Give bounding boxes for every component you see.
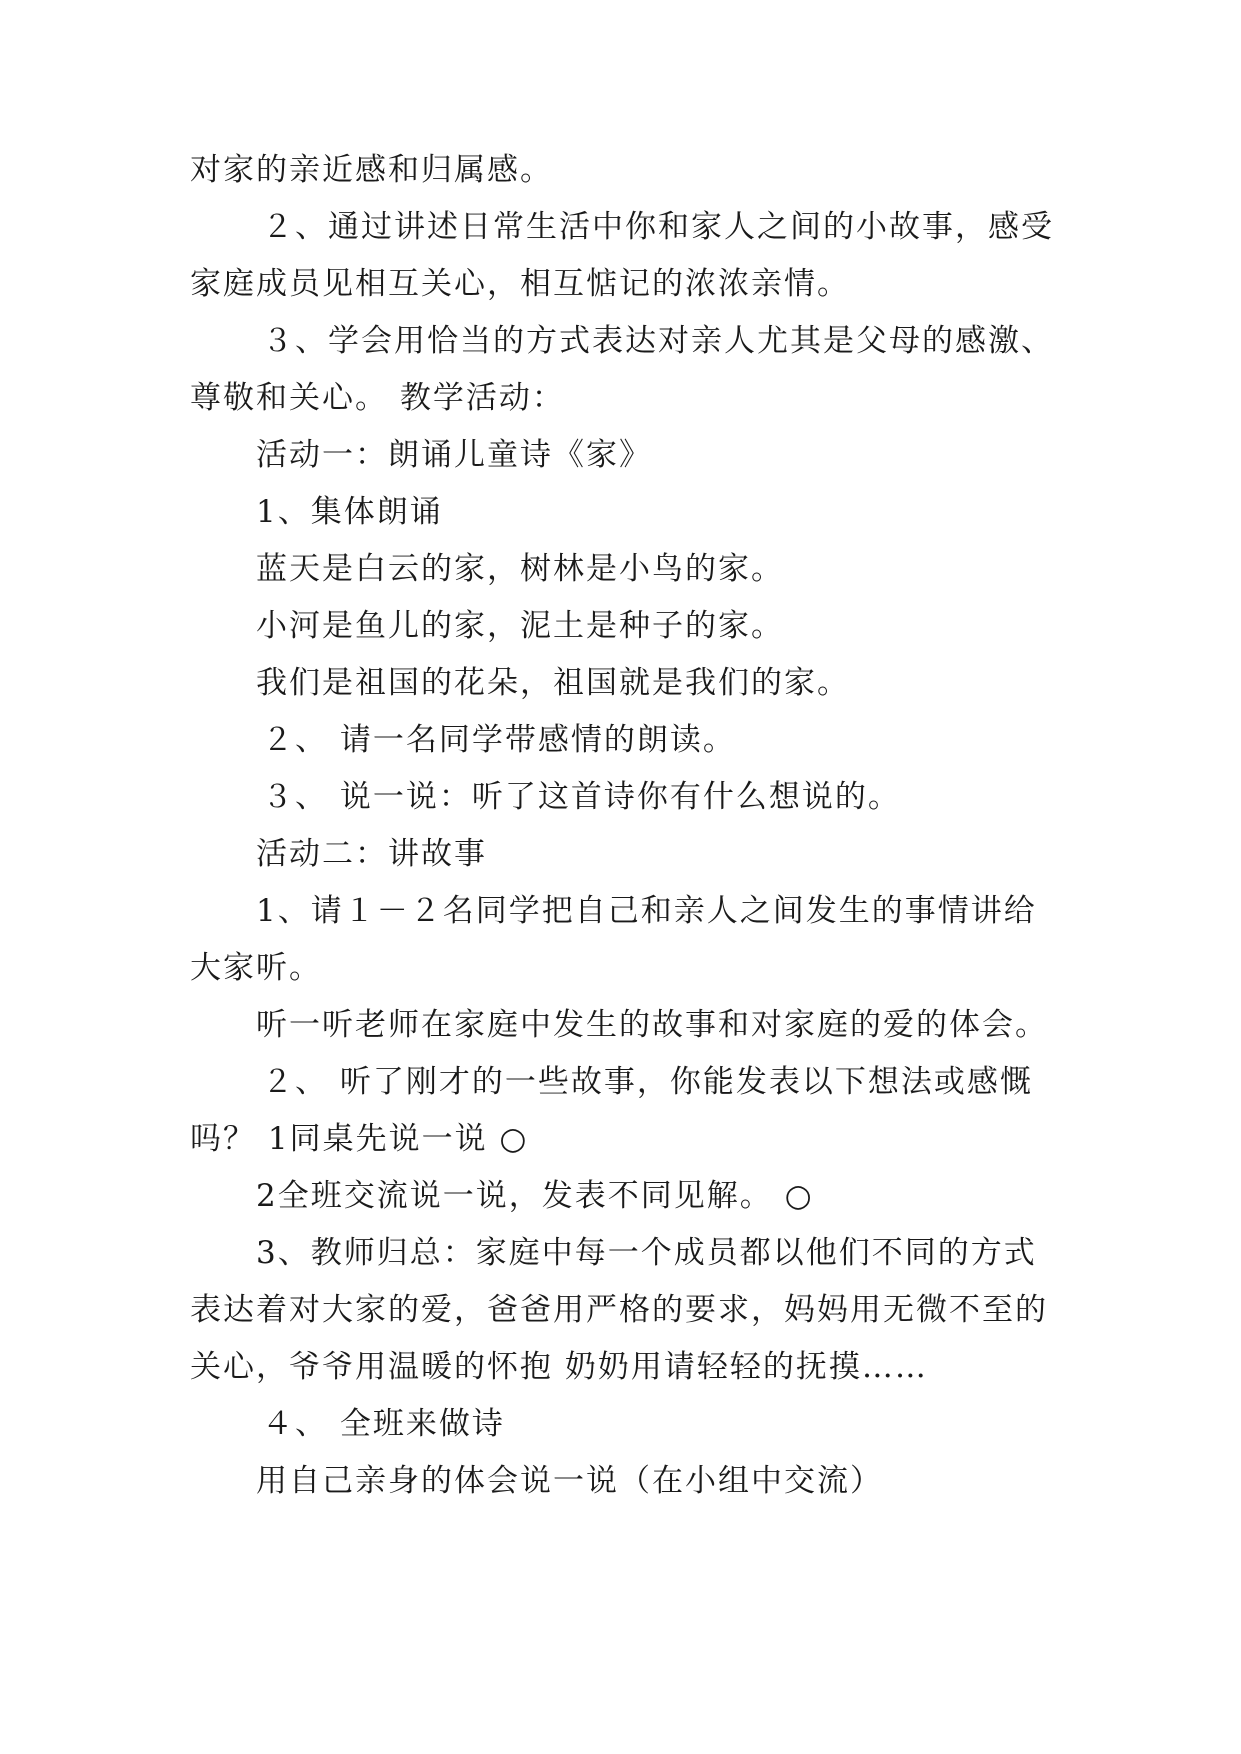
body-line: 表达着对大家的爱，爸爸用严格的要求，妈妈用无微不至的 [190, 1292, 1048, 1328]
body-line: 1、请１－２名同学把自己和亲人之间发生的事情讲给 [256, 893, 1037, 929]
body-line: 对家的亲近感和归属感。 [190, 152, 553, 188]
poem-line: 我们是祖国的花朵，祖国就是我们的家。 [256, 665, 850, 701]
poem-line: 小河是鱼儿的家，泥土是种子的家。 [256, 608, 784, 644]
body-line: 吗？ 1同桌先说一说 ○ [190, 1121, 529, 1157]
body-line: ４、 全班来做诗 [262, 1406, 505, 1442]
body-line: 听一听老师在家庭中发生的故事和对家庭的爱的体会。 [256, 1007, 1048, 1043]
body-line: ３、学会用恰当的方式表达对亲人尤其是父母的感激、 [262, 323, 1054, 359]
body-line: 用自己亲身的体会说一说（在小组中交流） [256, 1463, 883, 1499]
body-line: ２、 听了刚才的一些故事，你能发表以下想法或感慨 [262, 1064, 1033, 1100]
body-line: 关心，爷爷用温暖的怀抱 奶奶用请轻轻的抚摸…… [190, 1349, 928, 1385]
body-line: 3、教师归总：家庭中每一个成员都以他们不同的方式 [256, 1235, 1037, 1271]
poem-line: 蓝天是白云的家，树林是小鸟的家。 [256, 551, 784, 587]
section-heading: 活动二：讲故事 [256, 836, 487, 872]
body-line: ２、 请一名同学带感情的朗读。 [262, 722, 736, 758]
body-line: 尊敬和关心。 教学活动： [190, 380, 565, 416]
body-line: 1、集体朗诵 [256, 494, 443, 530]
body-line: 2全班交流说一说，发表不同见解。 ○ [256, 1178, 814, 1214]
section-heading: 活动一：朗诵儿童诗《家》 [256, 437, 652, 473]
body-line: 家庭成员见相互关心，相互惦记的浓浓亲情。 [190, 266, 850, 302]
body-line: ２、通过讲述日常生活中你和家人之间的小故事，感受 [262, 209, 1054, 245]
body-line: ３、 说一说：听了这首诗你有什么想说的。 [262, 779, 901, 815]
body-line: 大家听。 [190, 950, 322, 986]
